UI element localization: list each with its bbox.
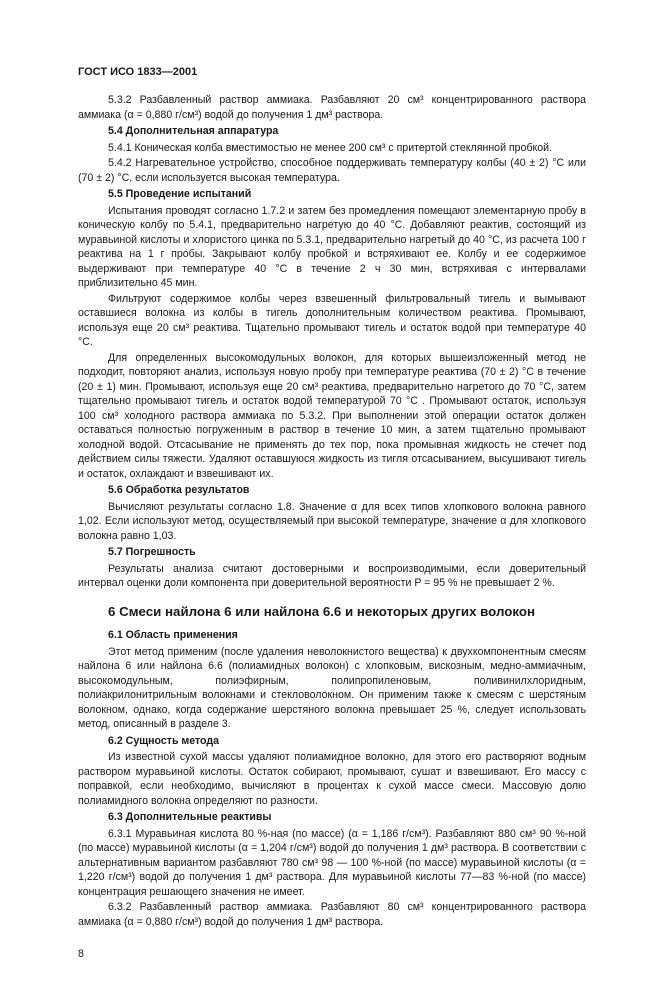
paragraph-5-4-2: 5.4.2 Нагревательное устройство, способное поддерживать температуру колбы (40 ± 2) °С или (70 ± 2) °С, если используется высокая температура. bbox=[78, 157, 586, 184]
paragraph-6-3-1: 6.3.1 Муравьиная кислота 80 %-ная (по массе) (α = 1,186 г/см³). Разбавляют 880 см³ 90 %-ной (по массе) муравьиной кислоты (α = 1,204 г/см³) водой до получения 1 дм³ раствора. В соответствии с альтернативным вариантом разбавляют 780 см³ 98 — 100 %-ной (по массе) муравьиной кислоты (α = 1,220 г/см³) водой до получения 1 дм³ раствора. Для муравьиной кислоты 77—83 %-ной (по массе) концентрация решающего значения не имеет. bbox=[78, 827, 586, 898]
paragraph-5-4-1: 5.4.1 Коническая колба вместимостью не менее 200 см³ с притертой стеклянной пробкой. bbox=[108, 141, 553, 154]
section-6-title: 6 Смеси найлона 6 или найлона 6.6 и некоторых других волокон bbox=[108, 603, 535, 619]
heading-5-4: 5.4 Дополнительная аппаратура bbox=[108, 125, 279, 137]
page-body bbox=[78, 93, 586, 982]
heading-5-5: 5.5 Проведение испытаний bbox=[108, 188, 252, 200]
paragraph: Вычисляют результаты согласно 1.8. Значение α для всех типов хлопкового волокна равного 1,02. Если используют метод, осуществляемый при высокой температуре, значение α для хлопкового волокна равно 1,03. bbox=[78, 500, 586, 542]
heading-5-6: 5.6 Обработка результатов bbox=[108, 484, 250, 496]
paragraph-6-3-2: 6.3.2 Разбавленный раствор аммиака. Разбавляют 80 см³ концентрированного раствора аммиака (α = 0,880 г/см³) водой до получения 1 дм³ раствора. bbox=[78, 901, 586, 928]
paragraph: Испытания проводят согласно 1.7.2 и затем без промедления помещают элементарную пробу в коническую колбу по 5.4.1, предварительно нагретую до 40 °С. Добавляют реактив, состоящий из муравьиной кислоты и хлористого цинка по 5.3.1, предварительно нагретый до 40 °С, из расчета 100 г реактива на 1 г пробы. Закрывают колбу пробкой и встряхивают ее. Колбу и ее содержимое выдерживают при температуре 40 °С в течение 2 ч 30 мин, встряхивая с интервалами приблизительно 45 мин. bbox=[78, 204, 586, 289]
paragraph: Фильтруют содержимое колбы через взвешенный фильтровальный тигель и вымывают оставшиеся волокна из колбы в тигель дополнительным количеством реактива. Промывают, используя еще 20 см³ реактива. Тщательно промывают тигель и остаток водой при температуре 40 °С. bbox=[78, 292, 586, 348]
heading-6-3: 6.3 Дополнительные реактивы bbox=[108, 811, 272, 823]
paragraph: Из известной сухой массы удаляют полиамидное волокно, для этого его растворяют водным раствором муравьиной кислоты. Остаток собирают, промывают, сушат и взвешивают. Его массу с поправкой, если необходимо, вычисляют в процентах к сухой массе смеси. Массовую долю полиамидного волокна определяют по разности. bbox=[78, 751, 586, 807]
paragraph-5-3-2: 5.3.2 Разбавленный раствор аммиака. Разбавляют 20 см³ концентрированного раствора аммиака (α = 0,880 г/см³) водой до получения 1 дм³ раствора. bbox=[78, 94, 586, 121]
heading-6-2: 6.2 Сущность метода bbox=[108, 734, 220, 747]
paragraph: Результаты анализа считают достоверными и воспроизводимыми, если доверительный интервал оценки доли компонента при доверительной вероятности P = 95 % не превышает 2 %. bbox=[78, 562, 586, 589]
paragraph: Для определенных высокомодульных волокон, для которых вышеизложенный метод не подходит, повторяют анализ, используя новую пробу при температуре реактива (70 ± 2) °С в течение (20 ± 1) мин. Промывают, используя еще 20 см³ реактива, предварительно нагретого до 70 °С, затем тщательно промывают тигель и остаток водой температурой 70 °С . Промывают остаток, используя 100 см³ холодного раствора аммиака по 5.3.2. При выполнении этой операции остаток должен оставаться полностью погруженным в раствор в течение 10 мин, а затем тщательно промывают холодной водой. Отсасывание не применять до тех пор, пока промывная жидкость не стечет под действием силы тяжести. Удаляют оставшуюся жидкость из тигля отсасыванием, высушивают тигель и остаток, охлаждают и взвешивают их. bbox=[78, 351, 586, 480]
document-header: ГОСТ ИСО 1833—2001 bbox=[78, 66, 198, 78]
paragraph: Этот метод применим (после удаления неволокнистого вещества) к двухкомпонентным смесям найлона 6 или найлона 6.6 (полиамидных волокон) с хлопковым, вискозным, медно-аммиачным, высокомодульным, полиэфирным, полипропиленовым, поливинилхлоридным, полиакрилонитрильным волокнами и стекловолокном. Он применим также к смесям с шерстяным волокном, однако, когда содержание шерстяного волокна превышает 25 %, следует использовать метод, описанный в разделе 3. bbox=[78, 645, 586, 730]
heading-6-1: 6.1 Область применения bbox=[108, 629, 238, 641]
page-number: 8 bbox=[78, 948, 84, 960]
heading-5-7: 5.7 Погрешность bbox=[108, 546, 196, 558]
